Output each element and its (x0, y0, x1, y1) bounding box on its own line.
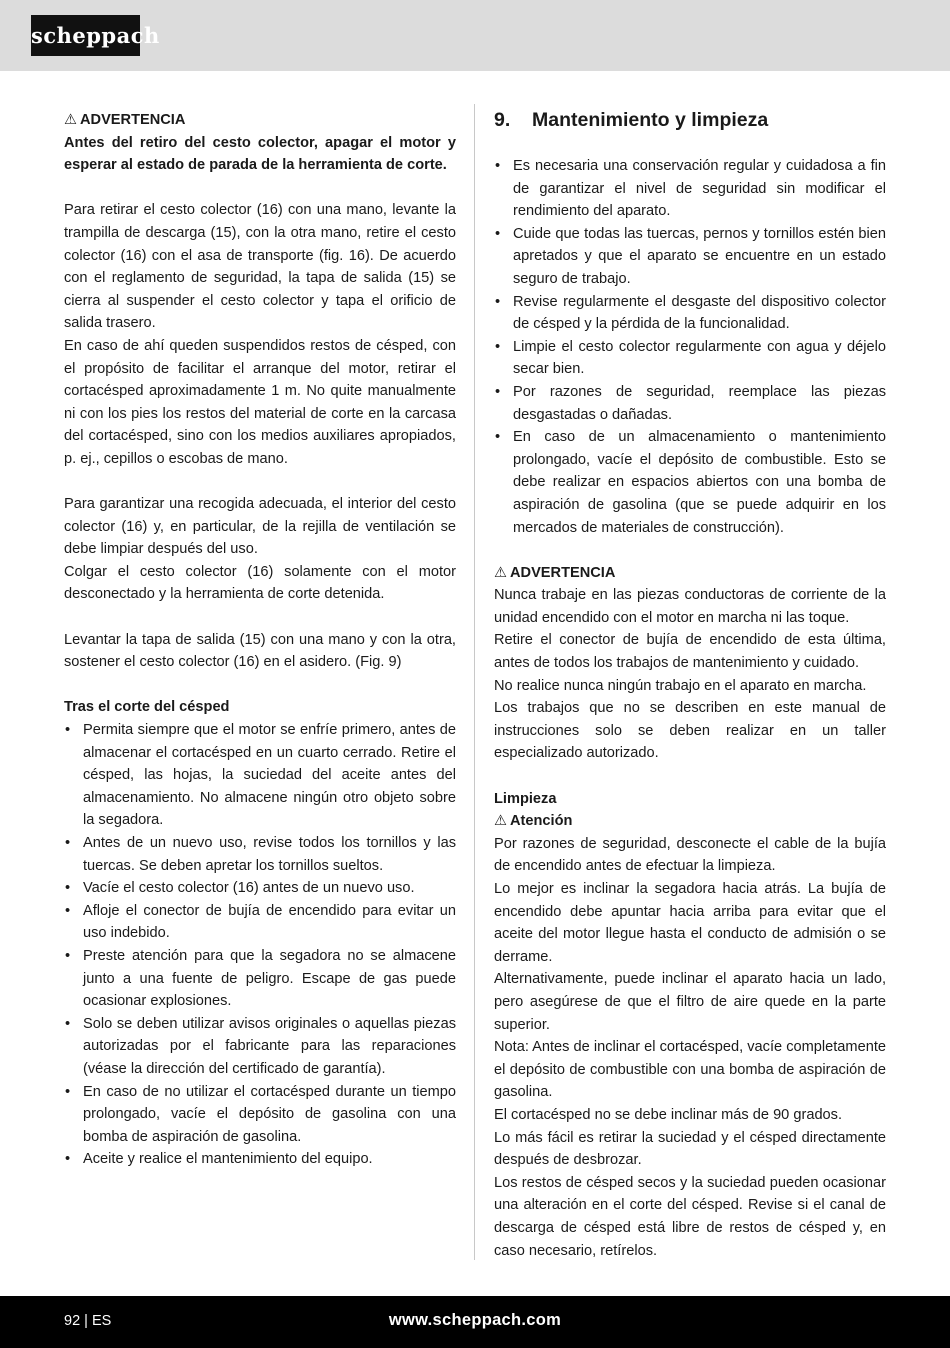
warning-label: ADVERTENCIA (80, 112, 186, 128)
warning-heading (494, 562, 886, 585)
paragraph: Alternativamente, puede inclinar el aparato hacia un lado, pero asegúrese de que el filtro de aire quede en la parte superior. (494, 971, 886, 1033)
header-band (0, 0, 950, 71)
section-number: 9. (494, 109, 511, 131)
warning-label: ADVERTENCIA (510, 564, 616, 581)
paragraph: No realice nunca ningún trabajo en el aparato en marcha. (494, 677, 867, 694)
list-item: • Preste atención para que la segadora no se almacene junto a una fuente de peligro. Escape de gas puede ocasionar explosiones. (64, 945, 456, 1013)
website-url: www.scheppach.com (388, 1311, 562, 1329)
paragraph: Lo mejor es inclinar la segadora hacia atrás. La bujía de encendido debe apuntar hacia arriba para evitar que el aceite del motor llegue hasta el conducto de admisión o se derrame. (494, 881, 886, 965)
paragraph: Para retirar el cesto colector (16) con una mano, levante la trampilla de descarga (15), con la otra mano, retire el cesto colector (16) con el asa de transporte (fig. 16). De acuerdo con el reglamento de seguridad, la tapa de salida (15) se cierra al suspender el cesto colector y tapa el orificio de salida trasero. (64, 202, 456, 332)
page-separator: | (84, 1313, 88, 1329)
maintenance-list (494, 155, 886, 539)
footer-bar (0, 1296, 950, 1348)
after-cut-list (64, 719, 456, 1171)
list-item: • Solo se deben utilizar avisos originales o aquellas piezas autorizadas por el fabricante para las reparaciones (véase la dirección del certificado de garantía). (64, 1013, 456, 1081)
list-item: • Vacíe el cesto colector (16) antes de un nuevo uso. (64, 877, 456, 900)
paragraph: Para garantizar una recogida adecuada, el interior del cesto colector (16) y, en particular, de la rejilla de ventilación se debe limpiar después del uso. (64, 496, 456, 558)
warning-triangle-icon: ⚠ (494, 564, 508, 581)
paragraph: Lo más fácil es retirar la suciedad y el césped directamente después de desbrozar. (494, 1129, 886, 1169)
list-item: • Limpie el cesto colector regularmente con agua y déjelo secar bien. (494, 336, 886, 381)
paragraph: Nunca trabaje en las piezas conductoras de corriente de la unidad encendido con el motor en marcha ni las toque. (494, 587, 886, 626)
brand-logo: scheppach (31, 15, 140, 56)
list-item: • Aceite y realice el mantenimiento del equipo. (64, 1148, 456, 1171)
list-item: • Cuide que todas las tuercas, pernos y tornillos estén bien apretados y que el aparato se encuentre en un estado seguro de trabajo. (494, 223, 886, 291)
list-item: • Permita siempre que el motor se enfríe primero, antes de almacenar el cortacésped en un cuarto cerrado. Retire el césped, las hojas, la suciedad del aceite antes del almacenamiento. No almacene ningún otro objeto sobre la segadora. (64, 719, 456, 832)
subheading-after-cut: Tras el corte del césped (64, 699, 230, 716)
list-item: • Por razones de seguridad, reemplace las piezas desgastadas o dañadas. (494, 381, 886, 426)
list-item: • Es necesaria una conservación regular y cuidadosa a fin de garantizar el nivel de seguridad sin modificar el rendimiento del aparato. (494, 155, 886, 223)
paragraph: Los trabajos que no se describen en este manual de instrucciones solo se deben realizar en un taller especializado autorizado. (494, 700, 886, 762)
paragraph: El cortacésped no se debe inclinar más de 90 grados. (494, 1106, 843, 1123)
paragraph: Colgar el cesto colector (16) solamente con el motor desconectado y la herramienta de corte detenida. (64, 563, 456, 603)
language-code: ES (91, 1313, 112, 1329)
paragraph: Retire el conector de bujía de encendido de esta última, antes de todos los trabajos de mantenimiento y cuidado. (494, 632, 886, 672)
list-item: • Afloje el conector de bujía de encendido para evitar un uso indebido. (64, 900, 456, 945)
section-title (494, 109, 886, 131)
warning-text: Antes del retiro del cesto colector, apagar el motor y esperar al estado de parada de la herramienta de corte. (64, 134, 456, 174)
paragraph: En caso de ahí queden suspendidos restos de césped, con el propósito de facilitar el arranque del motor, retirar el cortacésped aproximadamente 1 m. No quite manualmente ni con los pies los restos del material de corte en la carcasa del cortacésped, sino con los medios auxiliares apropiados, p. ej., cepillos o escobas de mano. (64, 337, 456, 467)
list-item: • Revise regularmente el desgaste del dispositivo colector de césped y la pérdida de la funcionalidad. (494, 291, 886, 336)
attention-heading (494, 810, 886, 833)
paragraph: Los restos de césped secos y la suciedad pueden ocasionar una alteración en el corte del césped. Revise si el canal de descarga de césped está libre de restos de césped y, en caso necesario, retírelos. (494, 1174, 886, 1259)
right-column (494, 109, 886, 1262)
page-number: 92 (64, 1313, 81, 1329)
list-item: • Antes de un nuevo uso, revise todos los tornillos y las tuercas. Se deben apretar los tornillos sueltos. (64, 832, 456, 877)
column-divider (474, 104, 475, 1260)
left-column (64, 109, 456, 1171)
warning-triangle-icon: ⚠ (64, 112, 78, 128)
section-title-text: Mantenimiento y limpieza (532, 109, 769, 131)
warning-heading (64, 109, 456, 132)
warning-triangle-icon: ⚠ (494, 813, 508, 830)
list-item: • En caso de no utilizar el cortacésped durante un tiempo prolongado, vacíe el depósito de gasolina con una bomba de aspiración de gasolina. (64, 1081, 456, 1149)
paragraph: Por razones de seguridad, desconecte el cable de la bujía de encendido antes de efectuar la limpieza. (494, 835, 886, 875)
paragraph: Nota: Antes de inclinar el cortacésped, vacíe completamente el depósito de combustible con una bomba de aspiración de gasolina. (494, 1039, 886, 1101)
list-item: • En caso de un almacenamiento o mantenimiento prolongado, vacíe el depósito de combustible. Esto se debe realizar en espacios abiertos con una bomba de aspiración de gasolina (que se puede adquirir en los mercados de materiales de construcción). (494, 426, 886, 539)
attention-label: Atención (510, 813, 573, 830)
paragraph: Levantar la tapa de salida (15) con una mano y con la otra, sostener el cesto colector (16) en el asidero. (Fig. 9) (64, 631, 456, 671)
subheading-cleaning: Limpieza (494, 790, 557, 807)
